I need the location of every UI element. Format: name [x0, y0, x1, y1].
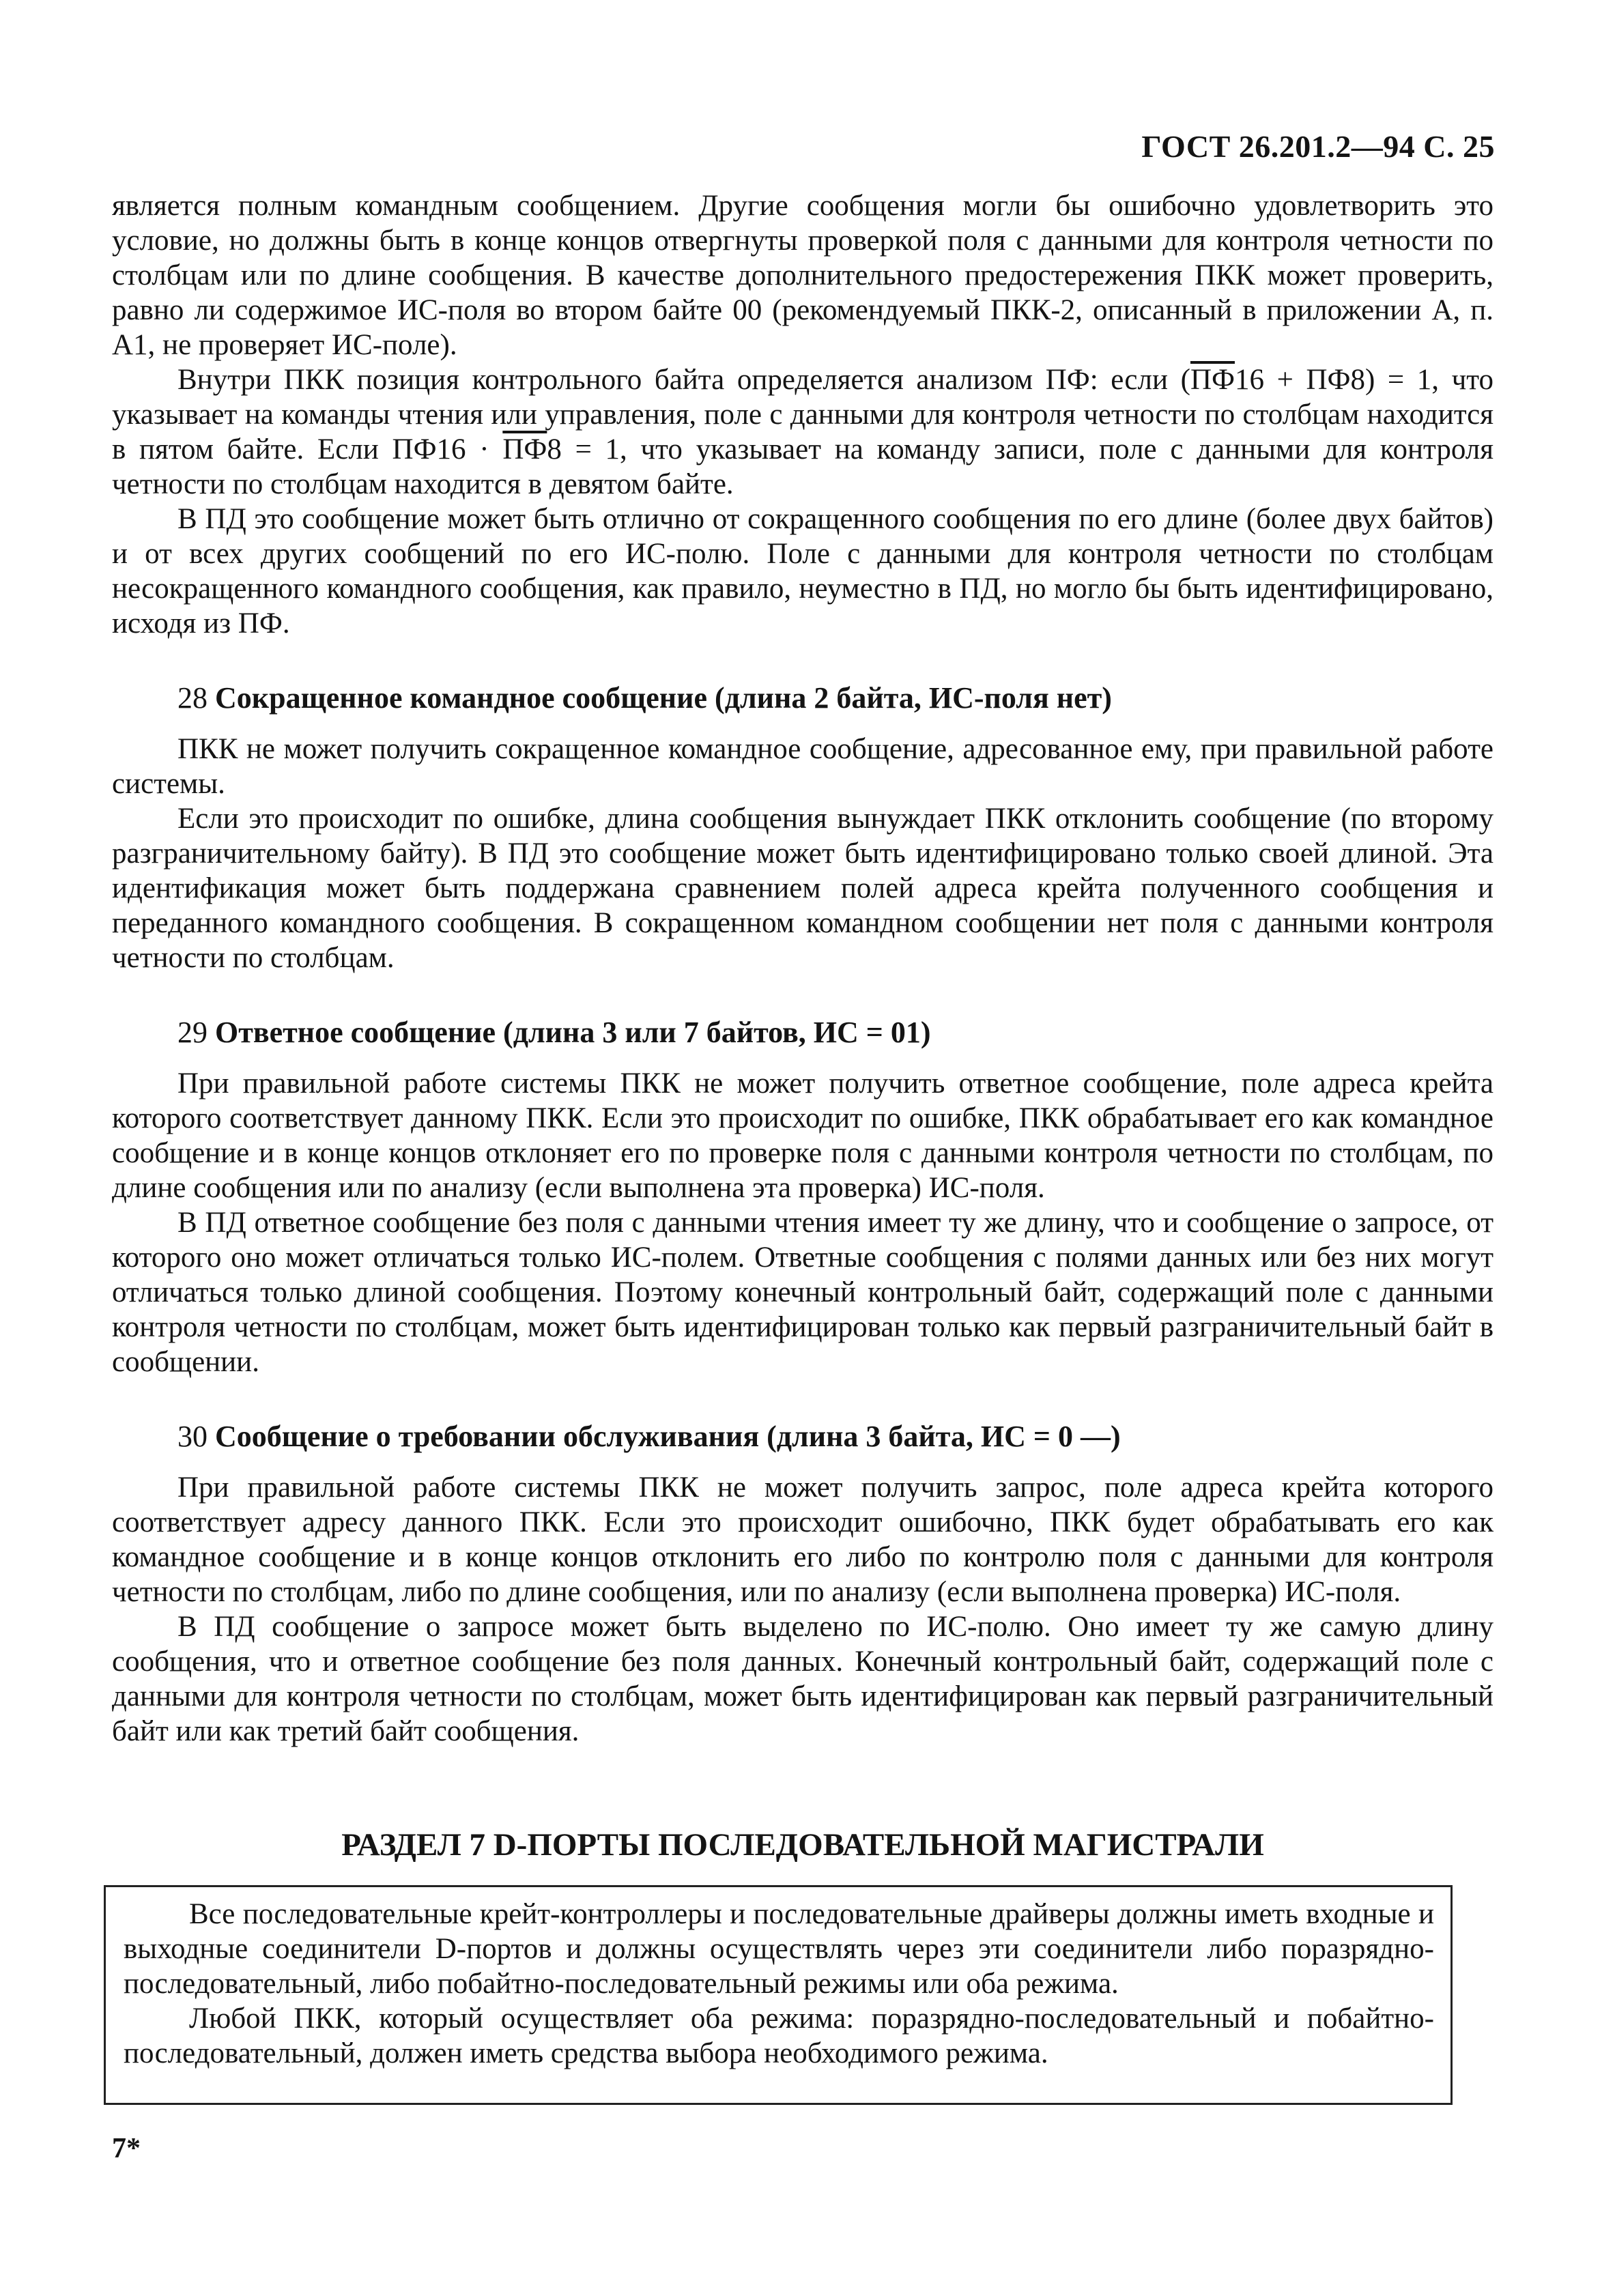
paragraph-text: Внутри ПКК позиция контрольного байта определяется анализом ПФ: если (	[177, 364, 1190, 396]
section-title: Сокращенное командное сообщение (длина 2 байта, ИС-поля нет)	[215, 681, 1112, 715]
section-number: 30	[177, 1420, 208, 1453]
paragraph: ПКК не может получить сокращенное командное сообщение, адресованное ему, при правильной работе системы.	[112, 733, 1493, 800]
overlined-term: ПФ	[502, 433, 547, 465]
paragraph: При правильной работе системы ПКК не может получить ответное сообщение, поле адреса крейта которого соответствует данному ПКК. Если это происходит по ошибке, ПКК обрабатывает его как командное сообщение и в конце концов отклоняет его по проверке поля с данными контроля четности по столбцам, по длине сообщения или по анализу (если выполнена эта проверка) ИС-поля.	[112, 1067, 1493, 1204]
paragraph-text: 8 = 1, что указывает на команду записи, поле с данными для контроля четности по столбцам находится в девятом байте.	[112, 433, 1493, 500]
section-number: 28	[177, 681, 208, 715]
section-heading-28	[112, 680, 1493, 715]
section-title: Ответное сообщение (длина 3 или 7 байтов, ИС = 01)	[215, 1016, 931, 1049]
paragraph: В ПД ответное сообщение без поля с данными чтения имеет ту же длину, что и сообщение о запросе, от которого оно может отличаться только ИС-полем. Ответные сообщения с полями данных или без них могут отличаться только длиной сообщения. Поэтому конечный контрольный байт, содержащий поле с данными контроля четности по столбцам, может быть идентифицирован только как первый разграничительный байт в сообщении.	[112, 1207, 1493, 1378]
section-heading-29	[112, 1015, 1493, 1050]
section-number: 29	[177, 1016, 208, 1049]
boxed-paragraph: Любой ПКК, который осуществляет оба режима: поразрядно-последовательный и побайтно-последовательный, должен иметь средства выбора необходимого режима.	[124, 2003, 1434, 2069]
section-title: Сообщение о требовании обслуживания (длина 3 байта, ИС = 0 —)	[215, 1420, 1121, 1453]
paragraph: является полным командным сообщением. Другие сообщения могли бы ошибочно удовлетворить это условие, но должны быть в конце концов отвергнуты проверкой поля с данными для контроля четности по столбцам или по длине сообщения. В качестве дополнительного предостережения ПКК может проверить, равно ли содержимое ИС-поля во втором байте 00 (рекомендуемый ПКК-2, описанный в приложении А, п. А1, не проверяет ИС-поле).	[112, 190, 1493, 361]
body-text	[112, 188, 1493, 1749]
page-footer-mark: 7*	[112, 2133, 141, 2164]
paragraph: В ПД сообщение о запросе может быть выделено по ИС-полю. Оно имеет ту же самую длину сообщения, что и ответное сообщение без поля данных. Конечный контрольный байт, содержащий поле с данными для контроля четности по столбцам, может быть идентифицирован как первый разграничительный байт или как третий байт сообщения.	[112, 1611, 1493, 1747]
paragraph: Если это происходит по ошибке, длина сообщения вынуждает ПКК отклонить сообщение (по второму разграничительному байту). В ПД это сообщение может быть идентифицировано только своей длиной. Эта идентификация может быть поддержана сравнением полей адреса крейта полученного сообщения и переданного командного сообщения. В сокращенном командном сообщении нет поля с данными контроля четности по столбцам.	[112, 803, 1493, 974]
boxed-requirement	[104, 1885, 1453, 2105]
paragraph	[112, 362, 1493, 502]
section-heading-30	[112, 1419, 1493, 1454]
paragraph: В ПД это сообщение может быть отлично от сокращенного сообщения по его длине (более двух байтов) и от всех других сообщений по его ИС-полю. Поле с данными для контроля четности по столбцам несокращенного командного сообщения, как правило, неуместно в ПД, но могло бы быть идентифицировано, исходя из ПФ.	[112, 503, 1493, 640]
overlined-term: ПФ	[1190, 364, 1235, 396]
paragraph: При правильной работе системы ПКК не может получить запрос, поле адреса крейта которого соответствует адресу данного ПКК. Если это происходит ошибочно, ПКК будет обрабатывать его как командное сообщение и в конце концов отклонить его либо по контролю поля с данными для контроля четности по столбцам, либо по длине сообщения, или по анализу (если выполнена проверка) ИС-поля.	[112, 1472, 1493, 1608]
boxed-paragraph: Все последовательные крейт-контроллеры и последовательные драйверы должны иметь входные и выходные соединители D-портов и должны осуществлять через эти соединители либо поразрядно-последовательный, либо побайтно-последовательный режимы или оба режима.	[124, 1898, 1434, 2000]
page-header: ГОСТ 26.201.2—94 С. 25	[1141, 129, 1495, 164]
part-title: РАЗДЕЛ 7 D-ПОРТЫ ПОСЛЕДОВАТЕЛЬНОЙ МАГИСТРАЛИ	[341, 1827, 1264, 1863]
paragraph-text: 16 + ПФ8) = 1, что указывает на команды чтения или управления, поле с данными для контроля четности по столбцам находится в пятом байте. Если ПФ16 ·	[112, 364, 1493, 465]
